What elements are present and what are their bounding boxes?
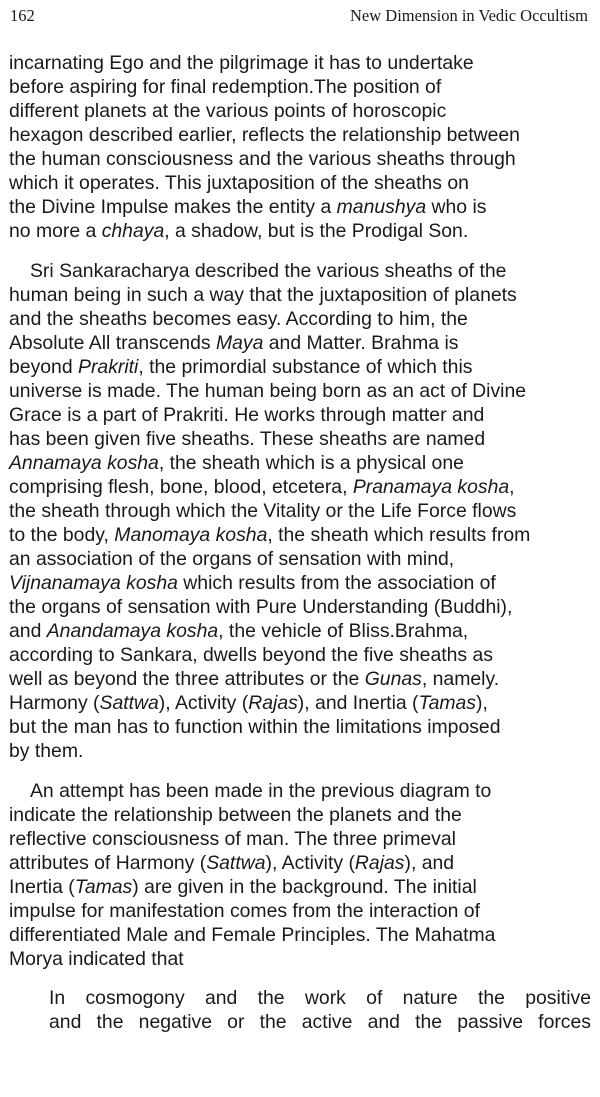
running-title: New Dimension in Vedic Occultism <box>350 6 588 25</box>
italic-term: Sattwa <box>99 692 159 714</box>
italic-term: Gunas <box>364 668 422 690</box>
body-text <box>9 51 591 1034</box>
paragraph-3: An attempt has been made in the previous diagram to indicate the relationship between the planets and the reflective consciousness of man. The three primeval attributes of Harmony (Sattwa), Activity (Rajas), and Inertia (Tamas) are given in the background. The initial impulse for manifestation comes from the interaction of differentiated Male and Female Principles. The Mahatma Morya indicated that <box>9 780 496 970</box>
italic-term: Manomaya kosha <box>114 524 268 546</box>
italic-term: Tamas <box>74 876 133 898</box>
italic-term: Rajas <box>354 852 405 874</box>
italic-term: Annamaya kosha <box>9 452 159 474</box>
italic-term: chhaya <box>101 220 165 242</box>
italic-term: Anandamaya kosha <box>46 620 219 642</box>
block-quote: In cosmogony and the work of nature the positive and the negative or the active and the passive forces <box>49 987 591 1033</box>
italic-term: Sattwa <box>206 852 266 874</box>
italic-term: Maya <box>215 332 264 354</box>
italic-term: Tamas <box>418 692 476 714</box>
page-number: 162 <box>10 6 35 25</box>
italic-term: Vijnanamaya kosha <box>9 572 178 594</box>
italic-term: Pranamaya kosha <box>352 476 510 498</box>
italic-term: manushya <box>336 196 427 218</box>
italic-term: Prakriti <box>78 356 139 378</box>
paragraph-2: Sri Sankaracharya described the various sheaths of the human being in such a way that the juxtaposition of planets and the sheaths becomes easy. According to him, the Absolute All transcends Maya and Matter. Brahma is beyond Prakriti, the primordial substance of which this universe is made. The human being born as an act of Divine Grace is a part of Prakriti. He works through matter and has been given five sheaths. These sheaths are named Annamaya kosha, the sheath which is a physical one comprising flesh, bone, blood, etcetera, Pranamaya kosha, the sheath through which the Vitality or the Life Force flows to the body, Manomaya kosha, the sheath which results from an association of the organs of sensation with mind, Vijnanamaya kosha which results from the association of the organs of sensation with Pure Understanding (Buddhi), and Anandamaya kosha, the vehicle of Bliss.Brahma, according to Sankara, dwells beyond the five sheaths as well as beyond the three attributes or the Gunas, namely. Harmony (Sattwa), Activity (Rajas), and Inertia (Tamas), but the man has to function within the limitations imposed by them. <box>9 260 531 762</box>
paragraph-1: incarnating Ego and the pilgrimage it has to undertake before aspiring for final redemption.The position of different planets at the various points of horoscopic hexagon described earlier, reflects the relationship between the human consciousness and the various sheaths through which it operates. This juxtaposition of the sheaths on the Divine Impulse makes the entity a manushya who is no more a chhaya, a shadow, but is the Prodigal Son. <box>9 52 520 242</box>
running-header <box>10 6 588 32</box>
italic-term: Rajas <box>248 692 298 714</box>
